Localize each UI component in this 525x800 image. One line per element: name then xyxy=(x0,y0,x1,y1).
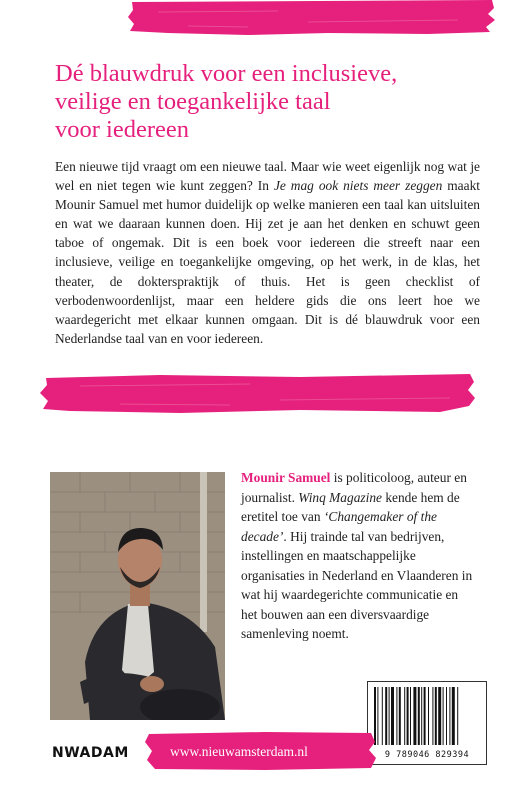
top-pink-brushstroke xyxy=(128,0,496,36)
bio-magazine: Winq Magazine xyxy=(298,489,382,505)
middle-pink-brushstroke xyxy=(40,372,476,414)
bio-text-3: . Hij trainde tal van bedrijven, instellingen en maatschappelijke organisaties in Nederland en Vlaanderen in wat hij waardegerichte communicatie en het bouwen aan een diversvaardige samenleving noemt. xyxy=(241,528,473,641)
book-blurb xyxy=(55,157,480,348)
headline-line-2: veilige en toegankelijke taal xyxy=(55,88,331,115)
bio-text-1: is politicoloog, auteur en journalist. xyxy=(241,470,467,505)
isbn-number: 9 789046 829394 xyxy=(384,750,470,760)
author-name: Mounir Samuel xyxy=(241,470,331,485)
bio-text-2: kende hem de eretitel toe van xyxy=(241,489,460,524)
headline-line-1: Dé blauwdruk voor een inclusieve, xyxy=(55,60,398,87)
blurb-text-2: maakt Mounir Samuel met humor duidelijk op welke manieren een taal kan uitsluiten en wat we daaraan kunnen doen. Hij zet je aan het denken en schuwt geen taboe of ongemak. Dit is een boek voor iedereen die streeft naar een inclusieve, veilige en toegankelijke omgeving, op het werk, in de klas, het theater, de dokterspraktijk of thuis. Het is geen checklist of verbodenwoordenlijst, maar een heldere gids die ons leert hoe we waardegericht met elkaar kunnen omgaan. Dit is dé blauwdruk voor een Nederlandse taal van en voor iedereen. xyxy=(55,178,480,346)
bio-award: ‘Changemaker of the decade’ xyxy=(241,509,437,544)
headline-line-3: voor iedereen xyxy=(55,116,189,143)
author-photo xyxy=(50,472,225,720)
headline xyxy=(55,60,495,144)
website-link[interactable]: www.nieuwamsterdam.nl xyxy=(170,744,308,759)
isbn-barcode xyxy=(367,681,487,765)
blurb-book-title: Je mag ook niets meer zeggen xyxy=(273,178,443,194)
publisher-logo: NWADAM xyxy=(52,745,129,761)
barcode-bars xyxy=(374,687,480,745)
blurb-text-1: Een nieuwe tijd vraagt om een nieuwe taal. Maar wie weet eigenlijk nog wat je wel en niet tegen wie kunt zeggen? In xyxy=(55,159,480,194)
author-bio xyxy=(241,468,476,644)
